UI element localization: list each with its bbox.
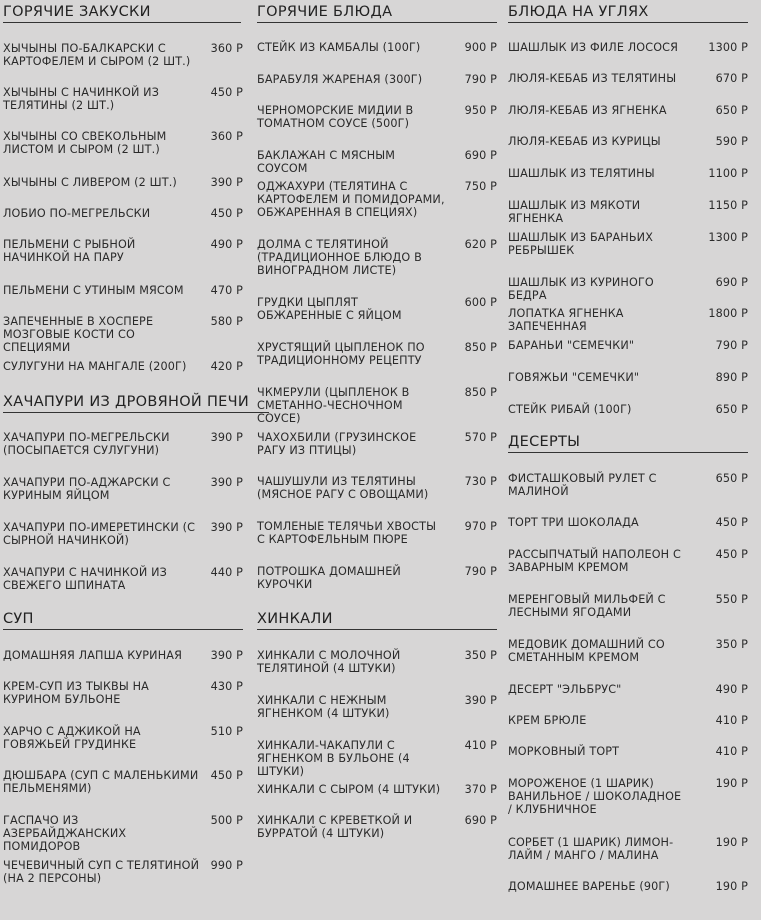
menu-item-price: 420 Р <box>210 360 243 373</box>
menu-item-price: 550 Р <box>715 593 748 606</box>
menu-item-price: 430 Р <box>210 680 243 693</box>
menu-item-price: 470 Р <box>210 284 243 297</box>
menu-item <box>508 593 748 619</box>
menu-item-price: 500 Р <box>210 814 243 827</box>
menu-item <box>257 104 497 130</box>
menu-item-name: ГОВЯЖЬИ "СЕМЕЧКИ" <box>508 371 640 384</box>
menu-item-price: 410 Р <box>715 714 748 727</box>
menu-item-name: ЛОПАТКА ЯГНЕНКА ЗАПЕЧЕННАЯ <box>508 307 624 334</box>
menu-item-price: 590 Р <box>715 135 748 148</box>
menu-item-name: МОРКОВНЫЙ ТОРТ <box>508 745 620 758</box>
menu-item-name: ДЕСЕРТ "ЭЛЬБРУС" <box>508 683 622 696</box>
menu-item-price: 390 Р <box>210 431 243 444</box>
menu-item-price: 570 Р <box>464 431 497 444</box>
menu-item-name: ХИНКАЛИ С КРЕВЕТКОЙ И БУРРАТОЙ (4 ШТУКИ) <box>257 814 413 841</box>
menu-item <box>3 86 243 112</box>
menu-item-name: ШАШЛЫК ИЗ КУРИНОГО БЕДРА <box>508 276 654 303</box>
menu-item <box>3 566 243 592</box>
menu-item-price: 390 Р <box>210 521 243 534</box>
menu-item-name: ШАШЛЫК ИЗ ФИЛЕ ЛОСОСЯ <box>508 41 679 54</box>
menu-item-name: БАРАНЬИ "СЕМЕЧКИ" <box>508 339 635 352</box>
menu-item <box>508 880 748 893</box>
menu-item-price: 190 Р <box>715 836 748 849</box>
menu-item <box>508 135 748 148</box>
section-title: ДЕСЕРТЫ <box>508 434 748 453</box>
menu-item <box>508 638 748 664</box>
menu-item <box>257 386 497 426</box>
menu-item-price: 410 Р <box>464 739 497 752</box>
section-title: ХАЧАПУРИ ИЗ ДРОВЯНОЙ ПЕЧИ <box>3 394 269 413</box>
menu-item <box>257 41 497 54</box>
menu-item-name: ДЮШБАРА (СУП С МАЛЕНЬКИМИ ПЕЛЬМЕНЯМИ) <box>3 769 199 796</box>
menu-item-name: ХЫЧЫНЫ С ЛИВЕРОМ (2 ШТ.) <box>3 176 177 189</box>
menu-item-name: ГРУДКИ ЦЫПЛЯТ ОБЖАРЕННЫЕ С ЯЙЦОМ <box>257 296 402 323</box>
menu-item <box>3 431 243 457</box>
menu-item-price: 670 Р <box>715 72 748 85</box>
menu-item-price: 190 Р <box>715 777 748 790</box>
menu-item-price: 580 Р <box>210 315 243 328</box>
menu-item-price: 190 Р <box>715 880 748 893</box>
menu-item-name: ХИНКАЛИ С НЕЖНЫМ ЯГНЕНКОМ (4 ШТУКИ) <box>257 694 390 721</box>
menu-item-name: РАССЫПЧАТЫЙ НАПОЛЕОН С ЗАВАРНЫМ КРЕМОМ <box>508 548 681 575</box>
menu-item-name: ШАШЛЫК ИЗ БАРАНЬИХ РЕБРЫШЕК <box>508 231 654 258</box>
menu-item-price: 1300 Р <box>708 41 748 54</box>
menu-item <box>257 814 497 840</box>
menu-item <box>257 180 497 220</box>
menu-item-name: ПОТРОШКА ДОМАШНЕЙ КУРОЧКИ <box>257 565 401 592</box>
menu-item-name: КРЕМ-СУП ИЗ ТЫКВЫ НА КУРИНОМ БУЛЬОНЕ <box>3 680 149 707</box>
menu-item-price: 390 Р <box>210 476 243 489</box>
menu-item-price: 370 Р <box>464 783 497 796</box>
menu-item <box>257 296 497 322</box>
menu-item-name: ХЫЧЫНЫ С НАЧИНКОЙ ИЗ ТЕЛЯТИНЫ (2 ШТ.) <box>3 86 160 113</box>
menu-item-price: 690 Р <box>715 276 748 289</box>
menu-item <box>257 739 497 779</box>
menu-section <box>508 4 748 416</box>
menu-item-price: 990 Р <box>210 859 243 872</box>
menu-item <box>257 149 497 175</box>
menu-item-price: 790 Р <box>464 565 497 578</box>
menu-item <box>3 176 243 189</box>
menu-item-name: СТЕЙК ИЗ КАМБАЛЫ (100Г) <box>257 41 421 54</box>
menu-item-price: 850 Р <box>464 341 497 354</box>
menu-section <box>257 611 497 841</box>
menu-item-name: МЕДОВИК ДОМАШНИЙ СО СМЕТАННЫМ КРЕМОМ <box>508 638 665 665</box>
menu-item <box>3 769 243 795</box>
menu-item-price: 600 Р <box>464 296 497 309</box>
menu-item-name: ЧКМЕРУЛИ (ЦЫПЛЕНОК В СМЕТАННО-ЧЕСНОЧНОМ СОУСЕ) <box>257 386 410 426</box>
menu-item <box>508 836 748 862</box>
menu-item <box>508 714 748 727</box>
menu-item <box>257 238 497 278</box>
menu-item-name: ПЕЛЬМЕНИ С УТИНЫМ МЯСОМ <box>3 284 184 297</box>
menu-item-price: 450 Р <box>715 548 748 561</box>
menu-item-price: 690 Р <box>464 149 497 162</box>
menu-item-name: ОДЖАХУРИ (ТЕЛЯТИНА С КАРТОФЕЛЕМ И ПОМИДОРАМИ, ОБЖАРЕННАЯ В СПЕЦИЯХ) <box>257 180 445 220</box>
menu-item <box>3 680 243 706</box>
menu-item <box>508 72 748 85</box>
menu-item-name: ДОМАШНЯЯ ЛАПША КУРИНАЯ <box>3 649 182 662</box>
menu-item <box>508 167 748 180</box>
menu-item-price: 650 Р <box>715 104 748 117</box>
menu-item <box>508 516 748 529</box>
menu-item <box>257 341 497 367</box>
menu-item-price: 970 Р <box>464 520 497 533</box>
menu-item-price: 950 Р <box>464 104 497 117</box>
menu-item-name: ХАЧАПУРИ ПО-АДЖАРСКИ С КУРИНЫМ ЯЙЦОМ <box>3 476 171 503</box>
menu-item-name: БАКЛАЖАН С МЯСНЫМ СОУСОМ <box>257 149 396 176</box>
menu-item <box>3 649 243 662</box>
menu-item <box>508 104 748 117</box>
menu-item-name: ТОРТ ТРИ ШОКОЛАДА <box>508 516 639 529</box>
menu-item-price: 900 Р <box>464 41 497 54</box>
menu-item <box>508 41 748 54</box>
section-title: СУП <box>3 611 243 630</box>
menu-item-name: ХАРЧО С АДЖИКОЙ НА ГОВЯЖЬЕЙ ГРУДИНКЕ <box>3 725 141 752</box>
menu-item-price: 1150 Р <box>708 199 748 212</box>
menu-item <box>3 284 243 297</box>
menu-item-name: ШАШЛЫК ИЗ ТЕЛЯТИНЫ <box>508 167 655 180</box>
menu-section <box>3 394 250 593</box>
menu-item-name: ХАЧАПУРИ ПО-МЕГРЕЛЬСКИ (ПОСЫПАЕТСЯ СУЛУГУНИ) <box>3 431 170 458</box>
menu-item <box>257 73 497 86</box>
menu-item <box>3 130 243 156</box>
menu-item-price: 730 Р <box>464 475 497 488</box>
menu-item <box>3 315 243 355</box>
menu-item <box>508 745 748 758</box>
menu-item-name: ХАЧАПУРИ С НАЧИНКОЙ ИЗ СВЕЖЕГО ШПИНАТА <box>3 566 167 593</box>
menu-item <box>3 42 243 68</box>
menu-item <box>508 371 748 384</box>
menu-item-name: МЕРЕНГОВЫЙ МИЛЬФЕЙ С ЛЕСНЫМИ ЯГОДАМИ <box>508 593 666 620</box>
menu-item <box>3 207 243 220</box>
menu-item <box>3 360 243 373</box>
menu-item-price: 750 Р <box>464 180 497 193</box>
menu-item <box>508 683 748 696</box>
menu-item-name: ЛОБИО ПО-МЕГРЕЛЬСКИ <box>3 207 151 220</box>
menu-section <box>257 4 497 592</box>
menu-item-price: 890 Р <box>715 371 748 384</box>
menu-section <box>3 611 243 886</box>
menu-item-name: ЧЕЧЕВИЧНЫЙ СУП С ТЕЛЯТИНОЙ (НА 2 ПЕРСОНЫ) <box>3 859 200 886</box>
menu-item <box>3 725 243 751</box>
menu-item <box>508 307 748 333</box>
menu-item-price: 490 Р <box>715 683 748 696</box>
menu-item-name: ЛЮЛЯ-КЕБАБ ИЗ КУРИЦЫ <box>508 135 661 148</box>
menu-item-name: ЧЕРНОМОРСКИЕ МИДИИ В ТОМАТНОМ СОУСЕ (500Г) <box>257 104 414 131</box>
menu-item-name: МОРОЖЕНОЕ (1 ШАРИК) ВАНИЛЬНОЕ / ШОКОЛАДНОЕ / КЛУБНИЧНОЕ <box>508 777 682 817</box>
menu-item <box>257 431 497 457</box>
menu-item-price: 690 Р <box>464 814 497 827</box>
section-title: ХИНКАЛИ <box>257 611 497 630</box>
menu-item-name: ЧАШУШУЛИ ИЗ ТЕЛЯТИНЫ (МЯСНОЕ РАГУ С ОВОЩАМИ) <box>257 475 429 502</box>
menu-item <box>508 777 748 817</box>
menu-item-price: 450 Р <box>210 769 243 782</box>
menu-item-price: 390 Р <box>210 176 243 189</box>
menu-item-price: 510 Р <box>210 725 243 738</box>
menu-item-name: ЗАПЕЧЕННЫЕ В ХОСПЕРЕ МОЗГОВЫЕ КОСТИ СО СПЕЦИЯМИ <box>3 315 154 355</box>
menu-item-price: 790 Р <box>715 339 748 352</box>
menu-item <box>257 565 497 591</box>
menu-item-price: 850 Р <box>464 386 497 399</box>
menu-item-name: ЛЮЛЯ-КЕБАБ ИЗ ЯГНЕНКА <box>508 104 667 117</box>
menu-item <box>3 521 243 547</box>
menu-item-name: ШАШЛЫК ИЗ МЯКОТИ ЯГНЕНКА <box>508 199 641 226</box>
menu-item <box>508 199 748 225</box>
menu-item-name: СОРБЕТ (1 ШАРИК) ЛИМОН-ЛАЙМ / МАНГО / МАЛИНА <box>508 836 674 863</box>
menu-item-name: ТОМЛЕНЫЕ ТЕЛЯЧЬИ ХВОСТЫ С КАРТОФЕЛЬНЫМ ПЮРЕ <box>257 520 437 547</box>
menu-item <box>257 475 497 501</box>
section-title: ГОРЯЧИЕ БЛЮДА <box>257 4 497 23</box>
menu-item-price: 650 Р <box>715 472 748 485</box>
menu-item <box>3 238 243 264</box>
menu-item-name: СУЛУГУНИ НА МАНГАЛЕ (200Г) <box>3 360 187 373</box>
menu-item <box>257 783 497 796</box>
menu-item-name: БАРАБУЛЯ ЖАРЕНАЯ (300Г) <box>257 73 423 86</box>
menu-item-name: ХРУСТЯЩИЙ ЦЫПЛЕНОК ПО ТРАДИЦИОННОМУ РЕЦЕПТУ <box>257 341 425 368</box>
section-title: БЛЮДА НА УГЛЯХ <box>508 4 748 23</box>
menu-item-price: 1800 Р <box>708 307 748 320</box>
menu-item-name: ДОМАШНЕЕ ВАРЕНЬЕ (90Г) <box>508 880 670 893</box>
menu-item-name: ХЫЧЫНЫ ПО-БАЛКАРСКИ С КАРТОФЕЛЕМ И СЫРОМ (2 ШТ.) <box>3 42 191 69</box>
menu-item <box>257 649 497 675</box>
menu-item-name: ХИНКАЛИ С МОЛОЧНОЙ ТЕЛЯТИНОЙ (4 ШТУКИ) <box>257 649 401 676</box>
menu-item <box>3 859 243 885</box>
menu-item-price: 360 Р <box>210 42 243 55</box>
menu-section <box>508 434 748 893</box>
menu-item-name: ФИСТАШКОВЫЙ РУЛЕТ С МАЛИНОЙ <box>508 472 657 499</box>
menu-item <box>508 339 748 352</box>
menu-item-name: ЧАХОХБИЛИ (ГРУЗИНСКОЕ РАГУ ИЗ ПТИЦЫ) <box>257 431 417 458</box>
menu-item-price: 350 Р <box>464 649 497 662</box>
menu-item-price: 650 Р <box>715 403 748 416</box>
menu-item-price: 1100 Р <box>708 167 748 180</box>
menu-item-price: 450 Р <box>715 516 748 529</box>
menu-item-name: КРЕМ БРЮЛЕ <box>508 714 587 727</box>
menu-item-name: ГАСПАЧО ИЗ АЗЕРБАЙДЖАНСКИХ ПОМИДОРОВ <box>3 814 127 854</box>
menu-item-name: ДОЛМА С ТЕЛЯТИНОЙ (ТРАДИЦИОННОЕ БЛЮДО В ВИНОГРАДНОМ ЛИСТЕ) <box>257 238 422 278</box>
menu-item-price: 490 Р <box>210 238 243 251</box>
menu-item-price: 1300 Р <box>708 231 748 244</box>
menu-item <box>508 403 748 416</box>
menu-item-name: СТЕЙК РИБАЙ (100Г) <box>508 403 632 416</box>
menu-item-price: 450 Р <box>210 207 243 220</box>
menu-item-price: 410 Р <box>715 745 748 758</box>
menu-item-name: ПЕЛЬМЕНИ С РЫБНОЙ НАЧИНКОЙ НА ПАРУ <box>3 238 136 265</box>
menu-item-price: 440 Р <box>210 566 243 579</box>
menu-item-name: ХИНКАЛИ-ЧАКАПУЛИ С ЯГНЕНКОМ В БУЛЬОНЕ (4 ШТУКИ) <box>257 739 410 779</box>
menu-item <box>508 472 748 498</box>
menu-item-price: 620 Р <box>464 238 497 251</box>
section-title: ГОРЯЧИЕ ЗАКУСКИ <box>3 4 241 23</box>
menu-item <box>3 814 243 854</box>
menu-item <box>257 694 497 720</box>
menu-item-price: 390 Р <box>464 694 497 707</box>
menu-item-price: 790 Р <box>464 73 497 86</box>
menu-item <box>3 476 243 502</box>
menu-item <box>508 548 748 574</box>
menu-item-price: 350 Р <box>715 638 748 651</box>
menu-item-name: ЛЮЛЯ-КЕБАБ ИЗ ТЕЛЯТИНЫ <box>508 72 677 85</box>
menu-item <box>508 231 748 257</box>
menu-item <box>257 520 497 546</box>
menu-item-name: ХАЧАПУРИ ПО-ИМЕРЕТИНСКИ (С СЫРНОЙ НАЧИНКОЙ) <box>3 521 196 548</box>
menu-item-price: 360 Р <box>210 130 243 143</box>
menu-section <box>3 4 243 373</box>
menu-item-name: ХИНКАЛИ С СЫРОМ (4 ШТУКИ) <box>257 783 441 796</box>
menu-item-price: 390 Р <box>210 649 243 662</box>
menu-item-name: ХЫЧЫНЫ СО СВЕКОЛЬНЫМ ЛИСТОМ И СЫРОМ (2 ШТ.) <box>3 130 167 157</box>
menu-item <box>508 276 748 302</box>
menu-item-price: 450 Р <box>210 86 243 99</box>
